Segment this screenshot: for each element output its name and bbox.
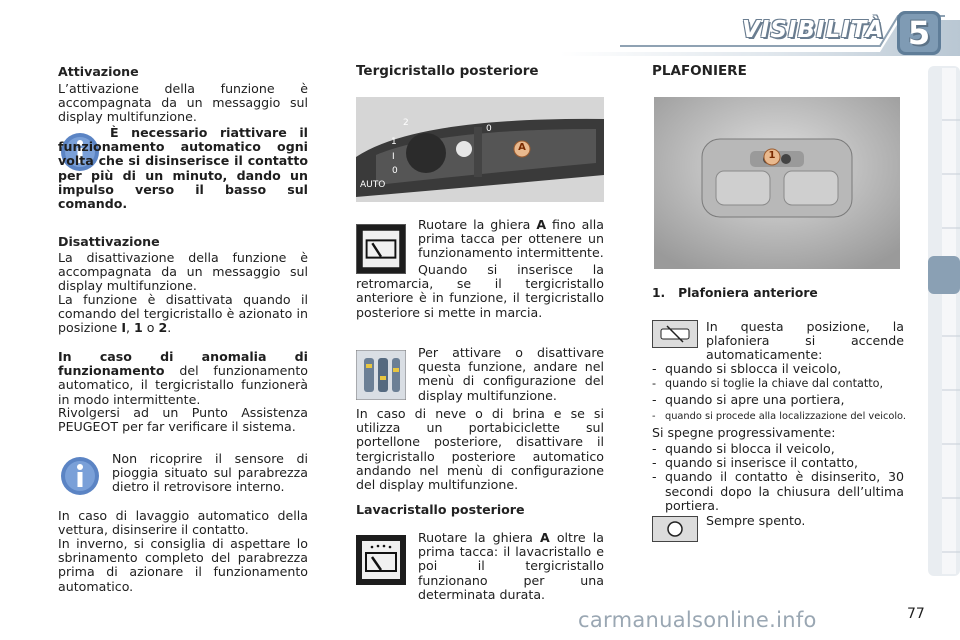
menu-config-text: Per attivare o disattivare questa funzione, andare nel menù di configurazione del display multifunzione. (418, 345, 604, 403)
stalk-label-i: I (392, 152, 395, 162)
attivazione-text: L’attivazione della funzione è accompagnata da un messaggio sul display multifunzione. (58, 81, 308, 125)
off-heading: Si spegne progressivamente: (652, 425, 836, 440)
page-number: 77 (907, 606, 925, 622)
wiper-stalk-photo (356, 97, 604, 202)
config-menu-icon (356, 350, 406, 400)
assistenza-text: Rivolgersi ad un Punto Assistenza PEUGEOT per far verificare il sistema. (58, 405, 308, 435)
chapter-title: VISIBILITÀ (742, 17, 885, 43)
plafoniera-anteriore-label: 1. Plafoniera anteriore (652, 286, 818, 300)
anomalia-text: In caso di anomalia di funzionamento del funzionamento automatico, il tergicristallo funzionerà in modo intermittente. (58, 349, 308, 407)
rear-washer-icon (356, 535, 406, 585)
attivazione-heading: Attivazione (58, 64, 139, 79)
info-note-sensore: Non ricoprire il sensore di pioggia situato sul parabrezza dietro il retrovisore interno. (112, 451, 308, 495)
active-chapter-tab (928, 256, 960, 294)
sempre-spento-text: Sempre spento. (706, 513, 806, 528)
door-mode-icon (652, 320, 698, 348)
photo-callout-1: 1 (768, 150, 776, 161)
list-item: - quando si procede alla localizzazione del veicolo. (652, 410, 912, 424)
info-note-riattivare: È necessario riattivare il funzionamento automatico ogni volta che si disinserisce il contatto per più di un minuto, dando un impulso verso il basso sul comando. (58, 125, 308, 212)
ruotare-ghiera-text: Ruotare la ghiera A fino alla prima tacca per ottenere un funzionamento intermittente. (418, 217, 604, 261)
lavacristallo-text: Ruotare la ghiera A oltre la prima tacca: il lavacristallo e poi il tergicristallo funzionano per una determinata durata. (418, 530, 604, 602)
off-mode-icon (652, 516, 698, 542)
stalk-label-auto: AUTO (360, 180, 386, 190)
disattivazione-heading: Disattivazione (58, 234, 160, 249)
list-item: - quando si blocca il veicolo, (652, 442, 904, 456)
lavacristallo-heading: Lavacristallo posteriore (356, 502, 525, 517)
on-conditions-list (652, 362, 912, 424)
list-item: - quando si sblocca il veicolo, (652, 362, 912, 376)
chapter-side-tabs (928, 66, 960, 576)
list-item: - quando il contatto è disinserito, 30 secondi dopo la chiusura dell’ultima portiera. (652, 470, 904, 513)
off-conditions-list (652, 442, 904, 513)
position-text: In questa posizione, la plafoniera si accende automaticamente: (706, 319, 904, 363)
stalk-label-1: 1 (391, 137, 397, 147)
section-heading-tergicristallo: Tergicristallo posteriore (356, 63, 539, 79)
stalk-label-0b: 0 (486, 124, 492, 134)
list-item: - quando si inserisce il contatto, (652, 456, 904, 470)
ceiling-light-photo (654, 97, 900, 269)
disattivazione-text: La disattivazione della funzione è accompagnata da un messaggio sul display multifunzione. (58, 250, 308, 294)
list-item: - quando si toglie la chiave dal contatto, (652, 377, 912, 391)
list-item: - quando si apre una portiera, (652, 393, 912, 407)
retromarcia-text: Quando si inserisce la retromarcia, se il tergicristallo anteriore è in funzione, il tergicristallo posteriore si mette in marcia. (356, 262, 604, 320)
info-icon (60, 456, 100, 496)
lavaggio-text: In caso di lavaggio automatico della vettura, disinserire il contatto. (58, 508, 308, 538)
stalk-label-0: 0 (392, 166, 398, 176)
chapter-number: 5 (907, 14, 931, 52)
stalk-label-a: A (518, 142, 526, 153)
stalk-label-2: 2 (403, 118, 409, 128)
disattivazione-positions-text: La funzione è disattivata quando il comando del tergicristallo è azionato in posizione I, 1 o 2. (58, 292, 308, 336)
neve-text: In caso di neve o di brina e se si utilizza un portabiciclette sul portellone posteriore, disattivare il tergicristallo posteriore automatico andando nel menù di configurazione del display multifunzione. (356, 406, 604, 493)
section-heading-plafoniere: PLAFONIERE (652, 63, 747, 79)
inverno-text: In inverno, si consiglia di aspettare lo sbrinamento completo del parabrezza prima di azionare il funzionamento automatico. (58, 536, 308, 594)
watermark: carmanualsonline.info (578, 608, 817, 632)
